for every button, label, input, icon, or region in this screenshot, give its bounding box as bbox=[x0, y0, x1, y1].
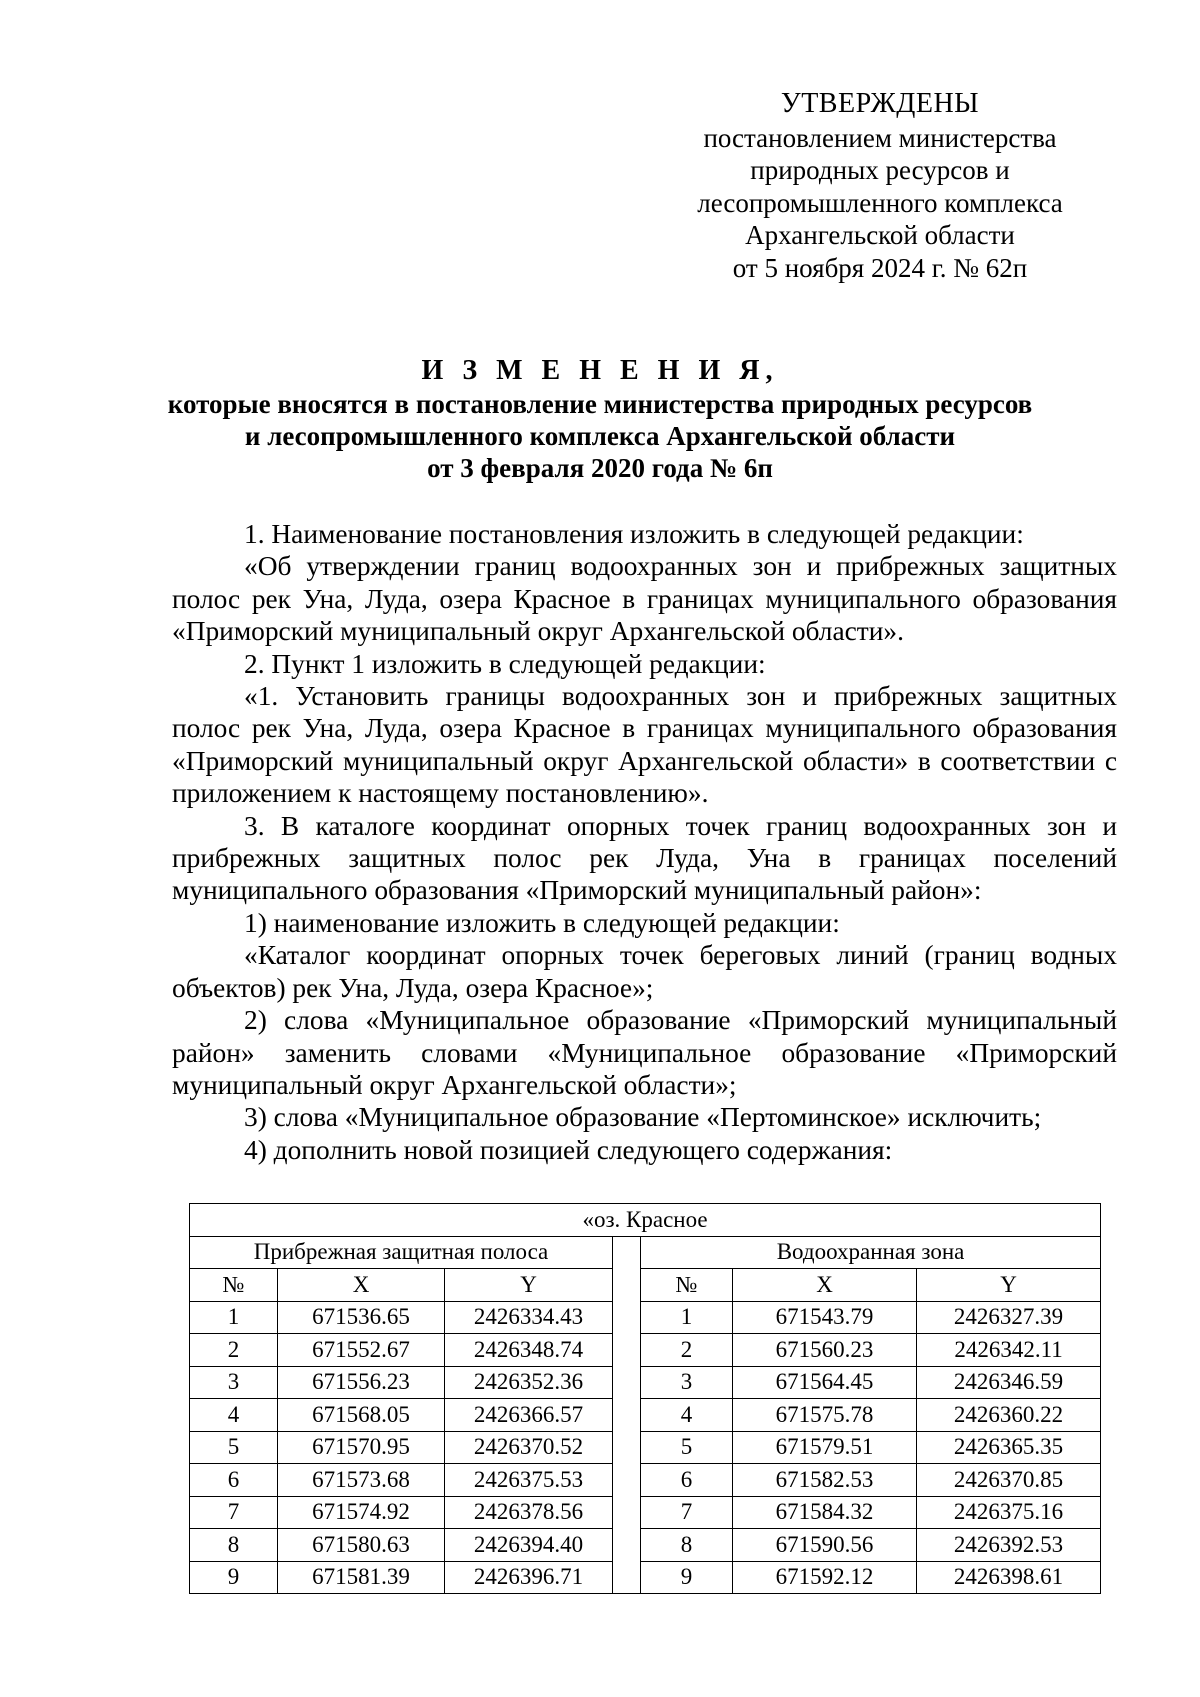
paragraph: «Об утверждении границ водоохранных зон и прибрежных защитных полос рек Уна, Луда, озера Красное в границах муниципального образования «Приморский муниципальный округ Архангельской области». bbox=[172, 551, 1117, 647]
table-title: «оз. Красное bbox=[190, 1204, 1101, 1237]
table-row bbox=[190, 1366, 1101, 1399]
left-x-value: 671552.67 bbox=[278, 1334, 445, 1367]
left-group-header: Прибрежная защитная полоса bbox=[190, 1236, 613, 1269]
right-x-value: 671543.79 bbox=[733, 1301, 917, 1334]
left-point-number: 1 bbox=[190, 1301, 278, 1334]
coordinates-table bbox=[189, 1203, 1101, 1594]
left-y-value: 2426370.52 bbox=[445, 1431, 613, 1464]
left-point-number: 4 bbox=[190, 1399, 278, 1432]
left-x-value: 671568.05 bbox=[278, 1399, 445, 1432]
right-point-number: 9 bbox=[641, 1561, 733, 1594]
left-y-value: 2426352.36 bbox=[445, 1366, 613, 1399]
table-row bbox=[190, 1431, 1101, 1464]
left-x-value: 671570.95 bbox=[278, 1431, 445, 1464]
document-body bbox=[172, 518, 1117, 1166]
right-y-value: 2426342.11 bbox=[917, 1334, 1101, 1367]
approval-line: Архангельской области bbox=[745, 220, 1015, 250]
left-point-number: 5 bbox=[190, 1431, 278, 1464]
right-x-value: 671560.23 bbox=[733, 1334, 917, 1367]
right-x-value: 671564.45 bbox=[733, 1366, 917, 1399]
paragraph: «Каталог координат опорных точек береговых линий (границ водных объектов) рек Уна, Луда, озера Красное»; bbox=[172, 940, 1117, 1003]
right-y-value: 2426327.39 bbox=[917, 1301, 1101, 1334]
left-x-value: 671556.23 bbox=[278, 1366, 445, 1399]
left-y-value: 2426334.43 bbox=[445, 1301, 613, 1334]
right-x-value: 671592.12 bbox=[733, 1561, 917, 1594]
right-point-number: 1 bbox=[641, 1301, 733, 1334]
right-x-value: 671584.32 bbox=[733, 1496, 917, 1529]
right-y-value: 2426360.22 bbox=[917, 1399, 1101, 1432]
right-point-number: 2 bbox=[641, 1334, 733, 1367]
paragraph: 1) наименование изложить в следующей редакции: bbox=[244, 907, 840, 938]
right-x-value: 671590.56 bbox=[733, 1529, 917, 1562]
col-header-x: X bbox=[733, 1269, 917, 1302]
right-y-value: 2426370.85 bbox=[917, 1464, 1101, 1497]
right-point-number: 5 bbox=[641, 1431, 733, 1464]
paragraph: 1. Наименование постановления изложить в следующей редакции: bbox=[244, 519, 1024, 549]
left-x-value: 671581.39 bbox=[278, 1561, 445, 1594]
col-header-y: Y bbox=[917, 1269, 1101, 1302]
left-y-value: 2426394.40 bbox=[445, 1529, 613, 1562]
right-point-number: 4 bbox=[641, 1399, 733, 1432]
table-title-row bbox=[190, 1204, 1101, 1237]
right-x-value: 671579.51 bbox=[733, 1431, 917, 1464]
table-group-header-row bbox=[190, 1236, 1101, 1269]
heading-line: от 3 февраля 2020 года № 6п bbox=[427, 453, 773, 483]
right-y-value: 2426346.59 bbox=[917, 1366, 1101, 1399]
left-point-number: 9 bbox=[190, 1561, 278, 1594]
right-point-number: 3 bbox=[641, 1366, 733, 1399]
paragraph: 2. Пункт 1 изложить в следующей редакции: bbox=[244, 648, 766, 679]
left-x-value: 671536.65 bbox=[278, 1301, 445, 1334]
right-y-value: 2426365.35 bbox=[917, 1431, 1101, 1464]
left-point-number: 3 bbox=[190, 1366, 278, 1399]
col-header-no: № bbox=[190, 1269, 278, 1302]
left-x-value: 671580.63 bbox=[278, 1529, 445, 1562]
right-point-number: 6 bbox=[641, 1464, 733, 1497]
table-row bbox=[190, 1301, 1101, 1334]
paragraph: 3. В каталоге координат опорных точек границ водоохранных зон и прибрежных защитных полос рек Луда, Уна в границах поселений муниципального образования «Приморский муниципальный район»: bbox=[172, 810, 1117, 906]
table-row bbox=[190, 1496, 1101, 1529]
left-x-value: 671573.68 bbox=[278, 1464, 445, 1497]
paragraph: «1. Установить границы водоохранных зон и прибрежных защитных полос рек Уна, Луда, озера Красное в границах муниципального образования «Приморский муниципальный округ Архангельской области» в соответствии с приложением к настоящему постановлению». bbox=[172, 681, 1117, 809]
table-row bbox=[190, 1561, 1101, 1594]
table-row bbox=[190, 1399, 1101, 1432]
right-group-header: Водоохранная зона bbox=[641, 1236, 1101, 1269]
left-y-value: 2426378.56 bbox=[445, 1496, 613, 1529]
approval-line: постановлением министерства bbox=[703, 122, 1057, 153]
table-row bbox=[190, 1529, 1101, 1562]
approval-line: природных ресурсов и bbox=[750, 155, 1010, 185]
right-y-value: 2426398.61 bbox=[917, 1561, 1101, 1594]
approval-line: лесопромышленного комплекса bbox=[697, 187, 1063, 218]
col-header-x: X bbox=[278, 1269, 445, 1302]
table-gap-column bbox=[613, 1236, 641, 1594]
approval-stamp bbox=[660, 88, 1100, 284]
left-point-number: 2 bbox=[190, 1334, 278, 1367]
right-x-value: 671575.78 bbox=[733, 1399, 917, 1432]
left-point-number: 7 bbox=[190, 1496, 278, 1529]
heading-line: и лесопромышленного комплекса Архангельской области bbox=[244, 421, 956, 451]
right-point-number: 8 bbox=[641, 1529, 733, 1562]
approval-date: от 5 ноября 2024 г. № 62п bbox=[732, 252, 1028, 283]
right-x-value: 671582.53 bbox=[733, 1464, 917, 1497]
right-point-number: 7 bbox=[641, 1496, 733, 1529]
document-heading bbox=[140, 355, 1060, 484]
table-column-header-row bbox=[190, 1269, 1101, 1302]
table-row bbox=[190, 1464, 1101, 1497]
heading-line: которые вносятся в постановление министерства природных ресурсов bbox=[167, 389, 1033, 419]
col-header-no: № bbox=[641, 1269, 733, 1302]
paragraph: 3) слова «Муниципальное образование «Пертоминское» исключить; bbox=[244, 1102, 1042, 1133]
left-y-value: 2426348.74 bbox=[445, 1334, 613, 1367]
heading-title: И З М Е Н Е Н И Я, bbox=[421, 355, 779, 386]
right-y-value: 2426375.16 bbox=[917, 1496, 1101, 1529]
left-x-value: 671574.92 bbox=[278, 1496, 445, 1529]
left-y-value: 2426396.71 bbox=[445, 1561, 613, 1594]
left-y-value: 2426375.53 bbox=[445, 1464, 613, 1497]
col-header-y: Y bbox=[445, 1269, 613, 1302]
left-point-number: 6 bbox=[190, 1464, 278, 1497]
approval-title: УТВЕРЖДЕНЫ bbox=[780, 88, 980, 119]
right-y-value: 2426392.53 bbox=[917, 1529, 1101, 1562]
left-y-value: 2426366.57 bbox=[445, 1399, 613, 1432]
paragraph: 4) дополнить новой позицией следующего содержания: bbox=[244, 1134, 893, 1165]
paragraph: 2) слова «Муниципальное образование «Приморский муниципальный район» заменить словами «Муниципальное образование «Приморский муниципальный округ Архангельской области»; bbox=[172, 1005, 1117, 1100]
left-point-number: 8 bbox=[190, 1529, 278, 1562]
table-row bbox=[190, 1334, 1101, 1367]
